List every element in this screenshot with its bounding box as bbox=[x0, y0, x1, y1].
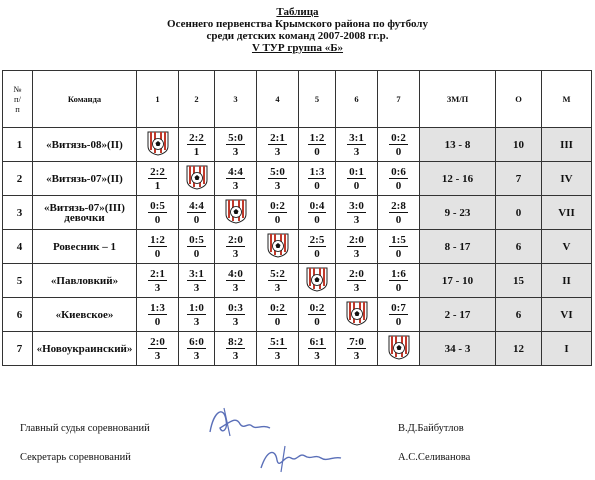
secretary-label: Секретарь соревнований bbox=[20, 452, 131, 463]
match-points: 0 bbox=[193, 213, 200, 226]
match-points: 3 bbox=[232, 315, 239, 328]
match-result-cell bbox=[299, 196, 336, 230]
title-line-3: среди детских команд 2007-2008 гг.р. bbox=[206, 30, 389, 42]
match-result-cell bbox=[137, 332, 179, 366]
total-points: 7 bbox=[496, 162, 542, 196]
results-table bbox=[2, 70, 592, 366]
row-number: 5 bbox=[3, 264, 33, 298]
match-score: 5:2 bbox=[270, 267, 285, 280]
match-result-cell bbox=[378, 128, 420, 162]
match-score: 1:0 bbox=[189, 301, 204, 314]
row-number: 2 bbox=[3, 162, 33, 196]
match-score: 2:8 bbox=[391, 199, 406, 212]
match-points: 0 bbox=[395, 247, 402, 260]
match-points: 3 bbox=[193, 281, 200, 294]
match-result-cell bbox=[257, 264, 299, 298]
match-score: 0:5 bbox=[150, 199, 165, 212]
total-points: 6 bbox=[496, 298, 542, 332]
match-result-cell bbox=[299, 332, 336, 366]
match-score: 2:0 bbox=[150, 335, 165, 348]
match-points: 0 bbox=[395, 315, 402, 328]
match-score: 2:0 bbox=[349, 233, 364, 246]
header-col-2: 2 bbox=[179, 71, 215, 128]
match-points: 3 bbox=[232, 145, 239, 158]
match-result-cell bbox=[378, 230, 420, 264]
match-points: 3 bbox=[353, 281, 360, 294]
match-score: 0:1 bbox=[349, 165, 364, 178]
total-points: 10 bbox=[496, 128, 542, 162]
match-score: 1:2 bbox=[309, 131, 325, 144]
team-name: «Витязь-07»(II) bbox=[33, 162, 137, 196]
match-points: 0 bbox=[314, 213, 320, 226]
match-score: 2:5 bbox=[309, 233, 325, 246]
title-line-4: V ТУР группа «Б» bbox=[251, 42, 344, 54]
match-result-cell bbox=[378, 298, 420, 332]
match-result-cell bbox=[137, 162, 179, 196]
match-score: 2:2 bbox=[189, 131, 204, 144]
match-result-cell bbox=[215, 264, 257, 298]
match-result-cell bbox=[215, 298, 257, 332]
match-result-cell bbox=[299, 128, 336, 162]
match-points: 0 bbox=[154, 247, 161, 260]
match-score: 1:2 bbox=[150, 233, 165, 246]
total-points: 15 bbox=[496, 264, 542, 298]
match-points: 3 bbox=[274, 145, 281, 158]
self-match-cell bbox=[179, 162, 215, 196]
match-points: 1 bbox=[154, 179, 161, 192]
match-result-cell bbox=[336, 264, 378, 298]
table-row bbox=[3, 298, 592, 332]
team-emblem-icon bbox=[345, 300, 369, 326]
self-match-cell bbox=[215, 196, 257, 230]
header-col-7: 7 bbox=[378, 71, 420, 128]
match-score: 0:2 bbox=[270, 199, 285, 212]
judge-label: Главный судья соревнований bbox=[20, 423, 150, 434]
row-number: 6 bbox=[3, 298, 33, 332]
header-points: О bbox=[496, 71, 542, 128]
secretary-signature bbox=[255, 440, 345, 474]
match-score: 4:4 bbox=[228, 165, 243, 178]
header-goals: ЗМ/П bbox=[420, 71, 496, 128]
match-result-cell bbox=[378, 264, 420, 298]
match-score: 2:0 bbox=[349, 267, 364, 280]
match-points: 3 bbox=[314, 349, 320, 362]
match-points: 0 bbox=[395, 145, 402, 158]
team-name: «Витязь-08»(II) bbox=[33, 128, 137, 162]
match-result-cell bbox=[215, 332, 257, 366]
match-score: 0:7 bbox=[391, 301, 406, 314]
match-result-cell bbox=[215, 230, 257, 264]
team-emblem-icon bbox=[224, 198, 248, 224]
match-score: 2:2 bbox=[150, 165, 165, 178]
match-score: 3:1 bbox=[349, 131, 364, 144]
match-score: 6:0 bbox=[189, 335, 204, 348]
match-points: 3 bbox=[232, 247, 239, 260]
table-row bbox=[3, 128, 592, 162]
final-place: V bbox=[542, 230, 592, 264]
match-score: 7:0 bbox=[349, 335, 364, 348]
judge-name: В.Д.Байбутлов bbox=[398, 423, 464, 434]
team-name: «Новоукраинский» bbox=[33, 332, 137, 366]
match-result-cell bbox=[257, 332, 299, 366]
table-row bbox=[3, 196, 592, 230]
match-score: 0:2 bbox=[270, 301, 285, 314]
goals-ratio: 12 - 16 bbox=[420, 162, 496, 196]
match-score: 2:1 bbox=[270, 131, 285, 144]
match-points: 1 bbox=[193, 145, 200, 158]
match-score: 2:0 bbox=[228, 233, 243, 246]
final-place: VII bbox=[542, 196, 592, 230]
match-points: 0 bbox=[193, 247, 200, 260]
match-points: 3 bbox=[154, 349, 161, 362]
match-result-cell bbox=[257, 298, 299, 332]
match-points: 3 bbox=[274, 349, 281, 362]
match-score: 1:5 bbox=[391, 233, 406, 246]
match-result-cell bbox=[257, 128, 299, 162]
match-result-cell bbox=[336, 332, 378, 366]
self-match-cell bbox=[299, 264, 336, 298]
table-row bbox=[3, 264, 592, 298]
match-score: 4:4 bbox=[189, 199, 204, 212]
match-result-cell bbox=[336, 128, 378, 162]
match-points: 0 bbox=[395, 281, 402, 294]
match-points: 3 bbox=[232, 281, 239, 294]
match-result-cell bbox=[299, 230, 336, 264]
total-points: 12 bbox=[496, 332, 542, 366]
table-row bbox=[3, 332, 592, 366]
match-result-cell bbox=[215, 162, 257, 196]
match-score: 4:0 bbox=[228, 267, 243, 280]
match-result-cell bbox=[137, 298, 179, 332]
match-score: 0:2 bbox=[391, 131, 406, 144]
match-score: 0:6 bbox=[391, 165, 406, 178]
goals-ratio: 17 - 10 bbox=[420, 264, 496, 298]
match-result-cell bbox=[299, 298, 336, 332]
match-score: 0:2 bbox=[309, 301, 325, 314]
self-match-cell bbox=[257, 230, 299, 264]
match-result-cell bbox=[299, 162, 336, 196]
match-points: 0 bbox=[353, 179, 360, 192]
match-score: 0:5 bbox=[189, 233, 204, 246]
match-result-cell bbox=[257, 196, 299, 230]
match-points: 3 bbox=[193, 315, 200, 328]
goals-ratio: 2 - 17 bbox=[420, 298, 496, 332]
team-emblem-icon bbox=[305, 266, 329, 292]
header-col-6: 6 bbox=[336, 71, 378, 128]
match-points: 3 bbox=[154, 281, 161, 294]
goals-ratio: 13 - 8 bbox=[420, 128, 496, 162]
match-result-cell bbox=[137, 196, 179, 230]
total-points: 0 bbox=[496, 196, 542, 230]
match-score: 0:3 bbox=[228, 301, 243, 314]
match-result-cell bbox=[179, 332, 215, 366]
match-points: 3 bbox=[353, 247, 360, 260]
match-points: 3 bbox=[353, 145, 360, 158]
document-title bbox=[0, 6, 595, 54]
header-place: М bbox=[542, 71, 592, 128]
match-points: 3 bbox=[274, 281, 281, 294]
match-score: 1:3 bbox=[309, 165, 325, 178]
match-points: 3 bbox=[353, 349, 360, 362]
match-score: 3:1 bbox=[189, 267, 204, 280]
match-score: 5:0 bbox=[228, 131, 243, 144]
match-result-cell bbox=[336, 196, 378, 230]
team-name: «Павловкий» bbox=[33, 264, 137, 298]
match-score: 1:6 bbox=[391, 267, 406, 280]
table-row bbox=[3, 162, 592, 196]
match-points: 0 bbox=[314, 247, 320, 260]
header-col-3: 3 bbox=[215, 71, 257, 128]
match-points: 3 bbox=[274, 179, 281, 192]
team-name: «Витязь-07»(III) девочки bbox=[33, 196, 137, 230]
match-result-cell bbox=[179, 298, 215, 332]
match-result-cell bbox=[215, 128, 257, 162]
match-points: 0 bbox=[314, 315, 320, 328]
match-points: 0 bbox=[154, 213, 161, 226]
match-result-cell bbox=[179, 264, 215, 298]
goals-ratio: 9 - 23 bbox=[420, 196, 496, 230]
team-name: «Киевское» bbox=[33, 298, 137, 332]
match-points: 0 bbox=[395, 213, 402, 226]
total-points: 6 bbox=[496, 230, 542, 264]
final-place: VI bbox=[542, 298, 592, 332]
match-score: 2:1 bbox=[150, 267, 165, 280]
table-row bbox=[3, 230, 592, 264]
final-place: II bbox=[542, 264, 592, 298]
match-result-cell bbox=[336, 162, 378, 196]
match-result-cell bbox=[179, 128, 215, 162]
match-score: 8:2 bbox=[228, 335, 243, 348]
goals-ratio: 34 - 3 bbox=[420, 332, 496, 366]
goals-ratio: 8 - 17 bbox=[420, 230, 496, 264]
match-score: 3:0 bbox=[349, 199, 364, 212]
self-match-cell bbox=[137, 128, 179, 162]
header-num: № п/ п bbox=[3, 71, 33, 128]
judge-signature bbox=[200, 402, 280, 440]
match-score: 0:4 bbox=[309, 199, 325, 212]
header-col-5: 5 bbox=[299, 71, 336, 128]
match-points: 0 bbox=[314, 179, 320, 192]
match-points: 3 bbox=[232, 179, 239, 192]
final-place: IV bbox=[542, 162, 592, 196]
match-points: 3 bbox=[193, 349, 200, 362]
secretary-name: А.С.Селиванова bbox=[398, 452, 471, 463]
match-result-cell bbox=[179, 196, 215, 230]
header-col-1: 1 bbox=[137, 71, 179, 128]
match-points: 0 bbox=[314, 145, 320, 158]
match-score: 1:3 bbox=[150, 301, 165, 314]
match-points: 3 bbox=[232, 349, 239, 362]
team-name: Ровесник – 1 bbox=[33, 230, 137, 264]
header-team: Команда bbox=[33, 71, 137, 128]
match-points: 0 bbox=[395, 179, 402, 192]
team-emblem-icon bbox=[185, 164, 209, 190]
row-number: 7 bbox=[3, 332, 33, 366]
self-match-cell bbox=[336, 298, 378, 332]
match-result-cell bbox=[137, 264, 179, 298]
match-points: 0 bbox=[154, 315, 161, 328]
match-result-cell bbox=[137, 230, 179, 264]
match-result-cell bbox=[378, 162, 420, 196]
title-line-2: Осеннего первенства Крымского района по футболу bbox=[167, 18, 428, 30]
match-result-cell bbox=[257, 162, 299, 196]
team-emblem-icon bbox=[266, 232, 290, 258]
match-score: 6:1 bbox=[309, 335, 325, 348]
team-emblem-icon bbox=[387, 334, 411, 360]
row-number: 4 bbox=[3, 230, 33, 264]
final-place: I bbox=[542, 332, 592, 366]
row-number: 1 bbox=[3, 128, 33, 162]
match-points: 3 bbox=[353, 213, 360, 226]
final-place: III bbox=[542, 128, 592, 162]
row-number: 3 bbox=[3, 196, 33, 230]
match-score: 5:1 bbox=[270, 335, 285, 348]
match-points: 0 bbox=[274, 213, 281, 226]
header-col-4: 4 bbox=[257, 71, 299, 128]
match-score: 5:0 bbox=[270, 165, 285, 178]
match-result-cell bbox=[336, 230, 378, 264]
match-result-cell bbox=[378, 196, 420, 230]
table-header-row bbox=[3, 71, 592, 128]
match-result-cell bbox=[179, 230, 215, 264]
team-emblem-icon bbox=[146, 130, 170, 156]
match-points: 0 bbox=[274, 315, 281, 328]
self-match-cell bbox=[378, 332, 420, 366]
title-line-1: Таблица bbox=[276, 6, 319, 18]
